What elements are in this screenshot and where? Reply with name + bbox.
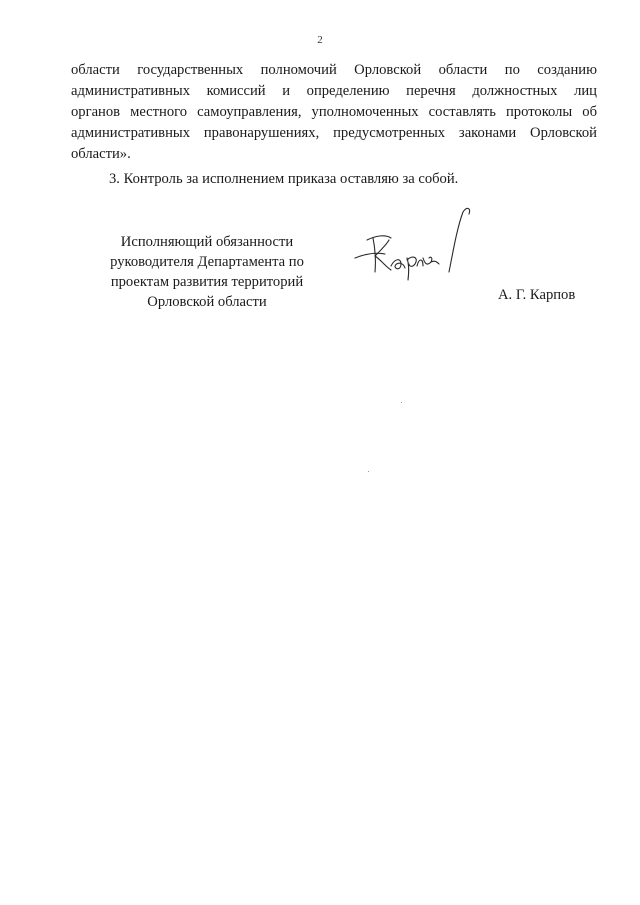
body-line: административных комиссий и определению перечня должностных лиц [71,83,597,99]
body-line: области государственных полномочий Орловской области по созданию [71,62,597,78]
scan-speck [368,471,369,472]
signer-title-line: Исполняющий обязанности [120,234,294,250]
scan-speck [401,402,402,403]
page-number: 2 [317,34,323,46]
handwritten-signature [345,200,485,300]
signer-title-line: руководителя Департамента по [110,254,304,270]
body-line: административных правонарушениях, предусмотренных законами Орловской [71,125,597,141]
signer-title [97,232,317,312]
signer-title-line: проектам развития территорий [110,274,304,290]
signer-name: А. Г. Карпов [498,287,576,303]
signer-title-line: Орловской области [147,294,267,310]
paragraph-control: 3. Контроль за исполнением приказа оставляю за собой. [109,171,459,187]
body-line: органов местного самоуправления, уполномоченных составлять протоколы об [71,104,597,120]
document-body [71,60,597,190]
body-line: области». [71,146,131,162]
